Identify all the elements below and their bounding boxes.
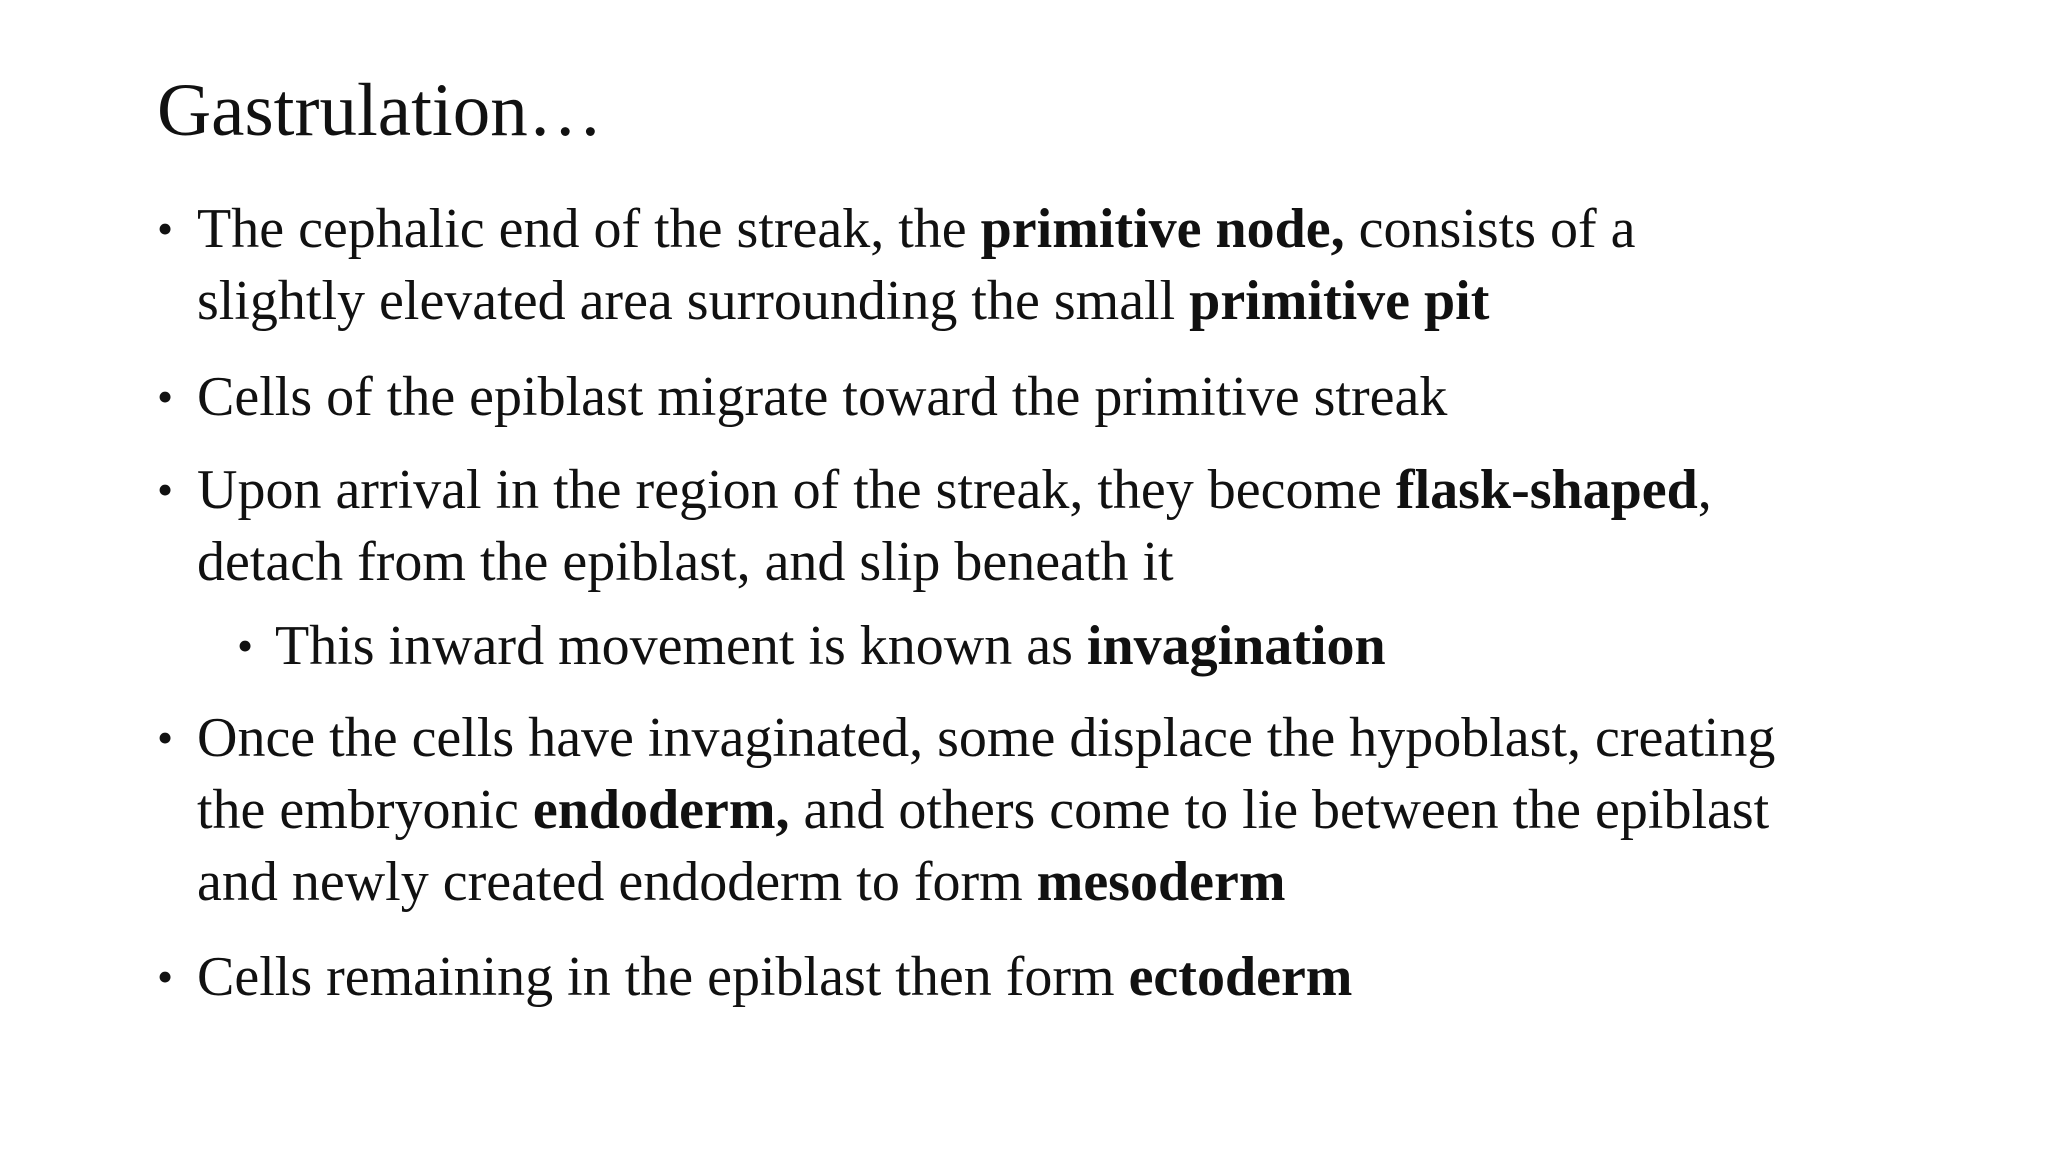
- bullet-text: [157, 193, 1636, 337]
- text-run: Cells remaining in the epiblast then form: [197, 946, 1129, 1008]
- bold-term: primitive node,: [980, 198, 1345, 260]
- bold-term: mesoderm: [1036, 851, 1286, 913]
- text-run: and others come to lie between the epiblast: [789, 779, 1770, 841]
- bold-term: flask-shaped: [1395, 459, 1698, 521]
- text-run: Once the cells have invaginated, some displace the hypoblast, creating: [197, 707, 1776, 769]
- bullet-dot: •: [157, 951, 174, 1002]
- bold-term: primitive pit: [1189, 270, 1490, 332]
- bullet-line: [197, 702, 1775, 774]
- bold-term: invagination: [1086, 615, 1386, 677]
- text-run: This inward movement is known as: [275, 615, 1087, 677]
- bullet-line: [197, 526, 1712, 598]
- bullet-line: [197, 941, 1352, 1013]
- text-run: ,: [1697, 459, 1712, 521]
- bullet-dot: •: [157, 464, 174, 515]
- text-run: Cells of the epiblast migrate toward the primitive streak: [197, 366, 1448, 428]
- bullet-dot: •: [237, 620, 254, 671]
- bullet-line: [197, 265, 1636, 337]
- bullet-line: [197, 361, 1447, 433]
- bullet-text: [157, 941, 1352, 1013]
- text-run: The cephalic end of the streak, the: [197, 198, 981, 260]
- bullet-item: [157, 941, 1352, 1013]
- slide-title: Gastrulation…: [157, 69, 603, 152]
- bold-term: endoderm,: [532, 779, 790, 841]
- bullet-item: [157, 702, 1775, 918]
- bold-term: ectoderm: [1128, 946, 1353, 1008]
- bullet-item: [157, 361, 1447, 433]
- bullet-line: [197, 193, 1636, 265]
- bullet-text: [157, 702, 1775, 918]
- bullet-dot: •: [157, 371, 174, 422]
- bullet-text: [157, 361, 1447, 433]
- bullet-text: [157, 454, 1712, 598]
- bullet-line: [197, 846, 1775, 918]
- text-run: consists of a: [1344, 198, 1636, 260]
- bullet-line: [275, 610, 1386, 682]
- sub-bullet-item: [157, 610, 1386, 682]
- bullet-item: [157, 454, 1712, 598]
- text-run: and newly created endoderm to form: [197, 851, 1037, 913]
- bullet-dot: •: [157, 203, 174, 254]
- bullet-line: [197, 774, 1775, 846]
- bullet-dot: •: [157, 712, 174, 763]
- bullet-item: [157, 193, 1636, 337]
- text-run: detach from the epiblast, and slip beneath it: [197, 531, 1174, 593]
- bullet-line: [197, 454, 1712, 526]
- text-run: the embryonic: [197, 779, 533, 841]
- text-run: Upon arrival in the region of the streak, they become: [197, 459, 1396, 521]
- text-run: slightly elevated area surrounding the small: [197, 270, 1190, 332]
- bullet-text: [157, 610, 1386, 682]
